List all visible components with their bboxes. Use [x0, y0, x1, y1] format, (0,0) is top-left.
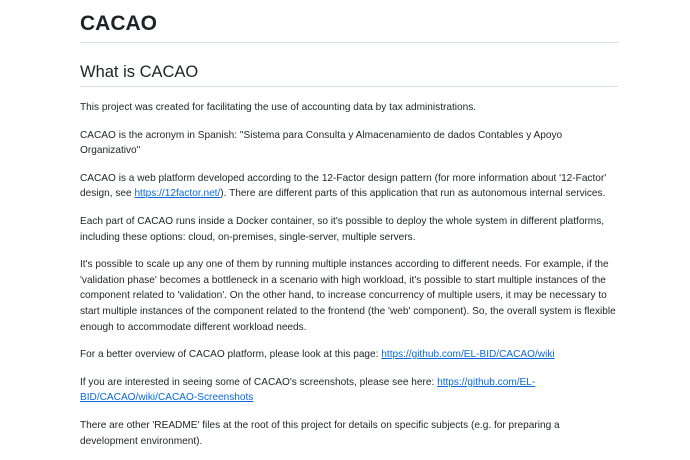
- page-title: CACAO: [80, 0, 618, 43]
- paragraph-other-readmes: There are other 'README' files at the root of this project for details on specific subjects (e.g. for preparing a development environment).: [80, 419, 560, 447]
- paragraph-12factor-text-before: CACAO is a web platform developed according to the 12-Factor design pattern (for more information about '12-Factor' design, see: [80, 172, 607, 200]
- paragraph-purpose: This project was created for facilitating the use of accounting data by tax administrations.: [80, 102, 477, 113]
- section-heading: What is CACAO: [80, 61, 618, 87]
- paragraph-screenshots: [80, 375, 618, 406]
- paragraph-docker: Each part of CACAO runs inside a Docker container, so it's possible to deploy the whole system in different platforms, including these options: cloud, on-premises, single-server, multiple servers.: [80, 215, 605, 243]
- twelve-factor-link[interactable]: https://12factor.net/: [134, 188, 221, 200]
- readme-content: [80, 0, 618, 449]
- paragraph-scaling: It's possible to scale up any one of them by running multiple instances according to different needs. For example, if the 'validation phase' becomes a bottleneck in a scenario with high workload, it's possible to start multiple instances of the component related to 'validation'. On the other hand, to increase concurrency of multiple users, it may be necessary to start multiple instances of the component related to the frontend (the 'web' component). So, the overall system is flexible enough to accommodate different workload needs.: [80, 259, 616, 333]
- paragraph-screenshots-text: If you are interested in seeing some of CACAO's screenshots, please see here:: [80, 376, 438, 388]
- screenshots-link[interactable]: https://github.com/EL-BID/CACAO/wiki/CACAO-Screenshots: [80, 376, 536, 404]
- paragraph-overview: [80, 347, 618, 363]
- wiki-link[interactable]: https://github.com/EL-BID/CACAO/wiki: [381, 349, 555, 361]
- paragraph-acronym: CACAO is the acronym in Spanish: "Sistema para Consulta y Almacenamiento de dados Contables y Apoyo Organizativo": [80, 129, 563, 157]
- paragraph-12factor-text-after: ). There are different parts of this application that run as autonomous internal services.: [220, 188, 606, 200]
- paragraph-overview-text: For a better overview of CACAO platform, please look at this page:: [80, 349, 382, 361]
- paragraph-12factor: [80, 171, 618, 202]
